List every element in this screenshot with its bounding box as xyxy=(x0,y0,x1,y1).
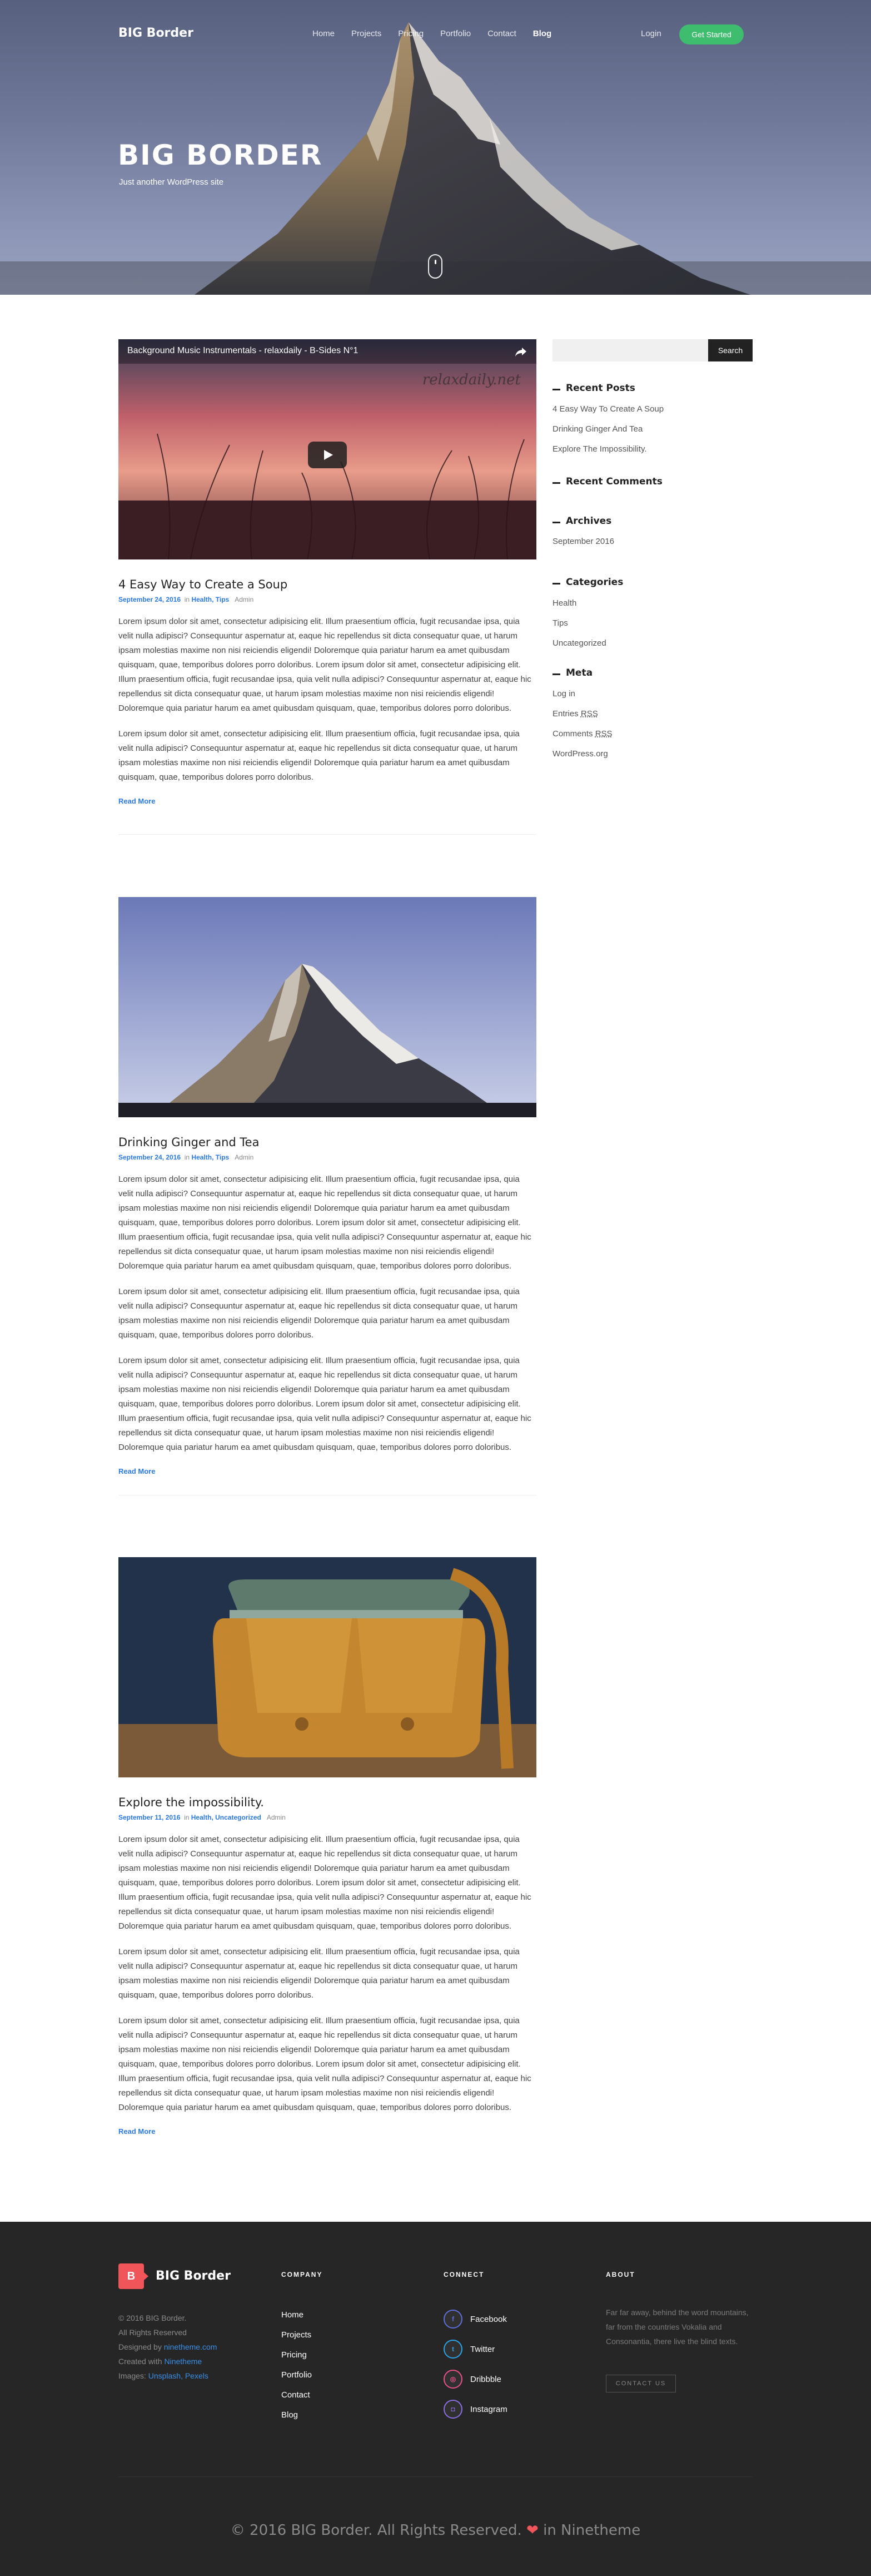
post-item xyxy=(118,897,536,1477)
social-label: Instagram xyxy=(470,2404,507,2414)
meta-comments-rss-link[interactable] xyxy=(553,724,613,744)
facebook-icon: f xyxy=(444,2310,462,2329)
footer-info xyxy=(118,2311,217,2383)
meta-entries-label: Entries xyxy=(553,709,579,719)
social-label: Facebook xyxy=(470,2314,507,2324)
post-title[interactable]: Explore the impossibility. xyxy=(118,1796,264,1809)
footer-designed-line xyxy=(118,2340,217,2354)
hero-header xyxy=(0,0,871,295)
post-image[interactable] xyxy=(118,897,536,1117)
search-button[interactable]: Search xyxy=(708,339,753,361)
post-title[interactable]: Drinking Ginger and Tea xyxy=(118,1136,260,1149)
footer-link-contact[interactable]: Contact xyxy=(281,2390,310,2400)
nav-menu xyxy=(312,29,568,38)
social-instagram-link[interactable] xyxy=(444,2394,507,2424)
post-author[interactable]: Admin xyxy=(235,1153,254,1161)
recent-posts-list xyxy=(553,399,664,459)
created-prefix: Created with xyxy=(118,2357,162,2366)
meta-list xyxy=(553,684,613,764)
images-prefix: Images: xyxy=(118,2371,146,2380)
post-paragraph: Lorem ipsum dolor sit amet, consectetur adipisicing elit. Illum praesentium officia, fugit recusandae ipsa, quia velit nulla adipisci? Consequuntur aspernatur at, eaque hic repellendus sit dicta consequatur quae, ut harum ipsam molestias maxime non nisi reiciendis eligendi! Doloremque quia pariatur harum ea amet quibusdam quisquam, quae, temporibus dolores porro doloribus. Lorem ipsum dolor sit amet, consectetur adipisicing elit. Illum praesentium officia, fugit recusandae ipsa, quia velit nulla adipisci? Consequuntur aspernatur at, eaque hic repellendus sit dicta consequatur quae, ut harum ipsam molestias maxime non nisi reiciendis eligendi! Doloremque quia pariatur harum ea amet quibusdam quisquam, quae, temporibus dolores porro doloribus. xyxy=(118,617,531,713)
social-twitter-link[interactable] xyxy=(444,2334,507,2364)
recent-post-link[interactable]: Drinking Ginger And Tea xyxy=(553,424,643,434)
video-title: Background Music Instrumentals - relaxdaily - B-Sides N°1 xyxy=(127,346,359,355)
post-title[interactable]: 4 Easy Way to Create a Soup xyxy=(118,578,288,591)
post-image[interactable] xyxy=(118,1557,536,1777)
footer-images-line xyxy=(118,2369,217,2383)
footer-logo-icon[interactable]: B xyxy=(118,2263,144,2289)
meta-title: Meta xyxy=(553,667,593,678)
post-meta xyxy=(118,1814,536,1821)
footer-link-pricing[interactable]: Pricing xyxy=(281,2350,307,2360)
nav-item-contact[interactable]: Contact xyxy=(487,29,516,38)
post-author[interactable]: Admin xyxy=(266,1814,286,1821)
footer-created-line xyxy=(118,2354,217,2369)
category-link[interactable]: Tips xyxy=(553,618,568,628)
post-meta-in: in xyxy=(184,1814,190,1821)
archives-title: Archives xyxy=(553,516,611,527)
bag-image xyxy=(118,1557,536,1777)
connect-column-title: CONNECT xyxy=(444,2271,485,2278)
read-more-link[interactable]: Read More xyxy=(118,1467,156,1475)
post-date[interactable]: September 24, 2016 xyxy=(118,596,181,603)
recent-comments-title: Recent Comments xyxy=(553,476,663,487)
recent-post-link[interactable]: 4 Easy Way To Create A Soup xyxy=(553,404,664,414)
post-categories[interactable]: Health, Uncategorized xyxy=(191,1814,261,1821)
nav-item-portfolio[interactable]: Portfolio xyxy=(440,29,471,38)
post-meta xyxy=(118,596,536,603)
category-link[interactable]: Health xyxy=(553,598,577,608)
meta-login-link[interactable]: Log in xyxy=(553,689,575,699)
search-form xyxy=(553,339,753,361)
footer-rights: All Rights Reserved xyxy=(118,2328,187,2337)
meta-wordpress-link[interactable]: WordPress.org xyxy=(553,749,608,759)
site-footer xyxy=(0,2222,871,2576)
post-date[interactable]: September 24, 2016 xyxy=(118,1153,181,1161)
post-paragraph: Lorem ipsum dolor sit amet, consectetur adipisicing elit. Illum praesentium officia, fugit recusandae ipsa, quia velit nulla adipisci? Consequuntur aspernatur at, eaque hic repellendus sit dicta consequatur quae, ut harum ipsam molestias maxime non nisi reiciendis eligendi! Doloremque quia pariatur harum ea amet quibusdam quisquam, quae, temporibus dolores porro doloribus. xyxy=(118,729,520,782)
social-links xyxy=(444,2304,507,2424)
dribbble-icon: ◎ xyxy=(444,2370,462,2389)
footer-link-projects[interactable]: Projects xyxy=(281,2330,312,2340)
company-links xyxy=(281,2305,312,2425)
categories-list xyxy=(553,593,606,653)
recent-post-link[interactable]: Explore The Impossibility. xyxy=(553,444,647,454)
company-column-title: COMPANY xyxy=(281,2271,323,2278)
meta-comments-label: Comments xyxy=(553,729,593,739)
designed-by-link[interactable]: ninetheme.com xyxy=(163,2342,217,2351)
about-column-title: ABOUT xyxy=(606,2271,635,2278)
archives-list xyxy=(553,532,614,552)
post-paragraph: Lorem ipsum dolor sit amet, consectetur adipisicing elit. Illum praesentium officia, fugit recusandae ipsa, quia velit nulla adipisci? Consequuntur aspernatur at, eaque hic repellendus sit dicta consequatur quae, ut harum ipsam molestias maxime non nisi reiciendis eligendi! Doloremque quia pariatur harum ea amet quibusdam quisquam, quae, temporibus dolores porro doloribus. Lorem ipsum dolor sit amet, consectetur adipisicing elit. Illum praesentium officia, fugit recusandae ipsa, quia velit nulla adipisci? Consequuntur aspernatur at, eaque hic repellendus sit dicta consequatur quae, ut harum ipsam molestias maxime non nisi reiciendis eligendi! Doloremque quia pariatur harum ea amet quibusdam quisquam, quae, temporibus dolores porro doloribus. xyxy=(118,1835,531,1931)
footer-link-blog[interactable]: Blog xyxy=(281,2410,298,2420)
mountain-image xyxy=(118,897,536,1117)
search-input[interactable] xyxy=(553,339,708,361)
hero-subtitle: Just another WordPress site xyxy=(119,177,224,187)
social-label: Twitter xyxy=(470,2344,495,2354)
hero-title: BIG BORDER xyxy=(118,139,323,171)
meta-entries-rss-link[interactable] xyxy=(553,704,613,724)
images-sources-link[interactable]: Unsplash, Pexels xyxy=(148,2371,208,2380)
post-meta xyxy=(118,1153,536,1161)
designed-prefix: Designed by xyxy=(118,2342,162,2351)
scroll-down-icon[interactable] xyxy=(428,254,442,279)
play-button-icon[interactable] xyxy=(308,442,347,468)
nav-item-blog[interactable]: Blog xyxy=(532,29,552,38)
get-started-button[interactable]: Get Started xyxy=(679,24,744,44)
rss-abbr: RSS xyxy=(580,709,598,719)
instagram-icon: ◘ xyxy=(444,2400,462,2419)
post-paragraph: Lorem ipsum dolor sit amet, consectetur adipisicing elit. Illum praesentium officia, fugit recusandae ipsa, quia velit nulla adipisci? Consequuntur aspernatur at, eaque hic repellendus sit dicta consequatur quae, ut harum ipsam molestias maxime non nisi reiciendis eligendi! Doloremque quia pariatur harum ea amet quibusdam quisquam, quae, temporibus dolores porro doloribus. Lorem ipsum dolor sit amet, consectetur adipisicing elit. Illum praesentium officia, fugit recusandae ipsa, quia velit nulla adipisci? Consequuntur aspernatur at, eaque hic repellendus sit dicta consequatur quae, ut harum ipsam molestias maxime non nisi reiciendis eligendi! Doloremque quia pariatur harum ea amet quibusdam quisquam, quae, temporibus dolores porro doloribus. xyxy=(118,1175,531,1271)
post-paragraph: Lorem ipsum dolor sit amet, consectetur adipisicing elit. Illum praesentium officia, fugit recusandae ipsa, quia velit nulla adipisci? Consequuntur aspernatur at, eaque hic repellendus sit dicta consequatur quae, ut harum ipsam molestias maxime non nisi reiciendis eligendi! Doloremque quia pariatur harum ea amet quibusdam quisquam, quae, temporibus dolores porro doloribus. xyxy=(118,1287,520,1340)
social-dribbble-link[interactable] xyxy=(444,2364,507,2394)
video-title-bar xyxy=(118,339,536,364)
rss-abbr: RSS xyxy=(595,729,613,739)
twitter-icon: t xyxy=(444,2340,462,2359)
main-navigation xyxy=(0,0,871,70)
share-icon[interactable] xyxy=(514,345,527,358)
footer-brand[interactable]: BIG Border xyxy=(156,2269,231,2283)
categories-title: Categories xyxy=(553,577,623,588)
post-item xyxy=(118,339,536,806)
post-categories[interactable]: Health, Tips xyxy=(191,596,230,603)
social-facebook-link[interactable] xyxy=(444,2304,507,2334)
post-meta-in: in xyxy=(184,1153,190,1161)
main-content xyxy=(0,295,871,2222)
nav-item-home[interactable]: Home xyxy=(312,29,335,38)
contact-us-button[interactable]: CONTACT US xyxy=(606,2375,676,2392)
read-more-link[interactable]: Read More xyxy=(118,797,156,805)
footer-link-home[interactable]: Home xyxy=(281,2310,304,2320)
site-brand-link[interactable]: BIG Border xyxy=(118,26,193,40)
video-watermark: relaxdaily.net xyxy=(422,371,521,388)
video-player[interactable] xyxy=(118,339,536,559)
about-text: Far far away, behind the word mountains, far from the countries Vokalia and Consonantia, there live the blind texts. xyxy=(606,2308,749,2346)
footer-bottom-copyright xyxy=(0,2522,871,2539)
read-more-link[interactable]: Read More xyxy=(118,2127,156,2136)
post-meta-in: in xyxy=(184,596,190,603)
post-date[interactable]: September 11, 2016 xyxy=(118,1814,181,1821)
category-link[interactable]: Uncategorized xyxy=(553,638,606,648)
social-label: Dribbble xyxy=(470,2374,501,2384)
post-categories[interactable]: Health, Tips xyxy=(191,1153,230,1161)
post-paragraph: Lorem ipsum dolor sit amet, consectetur adipisicing elit. Illum praesentium officia, fugit recusandae ipsa, quia velit nulla adipisci? Consequuntur aspernatur at, eaque hic repellendus sit dicta consequatur quae, ut harum ipsam molestias maxime non nisi reiciendis eligendi! Doloremque quia pariatur harum ea amet quibusdam quisquam, quae, temporibus dolores porro doloribus. Lorem ipsum dolor sit amet, consectetur adipisicing elit. Illum praesentium officia, fugit recusandae ipsa, quia velit nulla adipisci? Consequuntur aspernatur at, eaque hic repellendus sit dicta consequatur quae, ut harum ipsam molestias maxime non nisi reiciendis eligendi! Doloremque quia pariatur harum ea amet quibusdam quisquam, quae, temporibus dolores porro doloribus. xyxy=(118,1356,531,1452)
post-divider xyxy=(118,834,536,835)
post-item xyxy=(118,1557,536,2137)
bottom-copy-text: © 2016 BIG Border. All Rights Reserved. xyxy=(230,2522,522,2539)
recent-posts-title: Recent Posts xyxy=(553,383,635,394)
archive-link[interactable]: September 2016 xyxy=(553,537,614,546)
post-paragraph: Lorem ipsum dolor sit amet, consectetur adipisicing elit. Illum praesentium officia, fugit recusandae ipsa, quia velit nulla adipisci? Consequuntur aspernatur at, eaque hic repellendus sit dicta consequatur quae, ut harum ipsam molestias maxime non nisi reiciendis eligendi! Doloremque quia pariatur harum ea amet quibusdam quisquam, quae, temporibus dolores porro doloribus. xyxy=(118,1947,520,2000)
footer-copyright: © 2016 BIG Border. xyxy=(118,2314,187,2322)
login-link[interactable]: Login xyxy=(641,29,661,38)
post-paragraph: Lorem ipsum dolor sit amet, consectetur adipisicing elit. Illum praesentium officia, fugit recusandae ipsa, quia velit nulla adipisci? Consequuntur aspernatur at, eaque hic repellendus sit dicta consequatur quae, ut harum ipsam molestias maxime non nisi reiciendis eligendi! Doloremque quia pariatur harum ea amet quibusdam quisquam, quae, temporibus dolores porro doloribus. Lorem ipsum dolor sit amet, consectetur adipisicing elit. Illum praesentium officia, fugit recusandae ipsa, quia velit nulla adipisci? Consequuntur aspernatur at, eaque hic repellendus sit dicta consequatur quae, ut harum ipsam molestias maxime non nisi reiciendis eligendi! Doloremque quia pariatur harum ea amet quibusdam quisquam, quae, temporibus dolores porro doloribus. xyxy=(118,2016,531,2112)
nav-item-pricing[interactable]: Pricing xyxy=(398,29,424,38)
heart-icon: ❤ xyxy=(526,2522,539,2539)
footer-link-portfolio[interactable]: Portfolio xyxy=(281,2370,312,2380)
post-author[interactable]: Admin xyxy=(235,596,254,603)
nav-item-projects[interactable]: Projects xyxy=(351,29,382,38)
bottom-copy-suffix: in Ninetheme xyxy=(543,2522,641,2539)
footer-divider xyxy=(118,2476,753,2477)
created-with-link[interactable]: Ninetheme xyxy=(164,2357,202,2366)
